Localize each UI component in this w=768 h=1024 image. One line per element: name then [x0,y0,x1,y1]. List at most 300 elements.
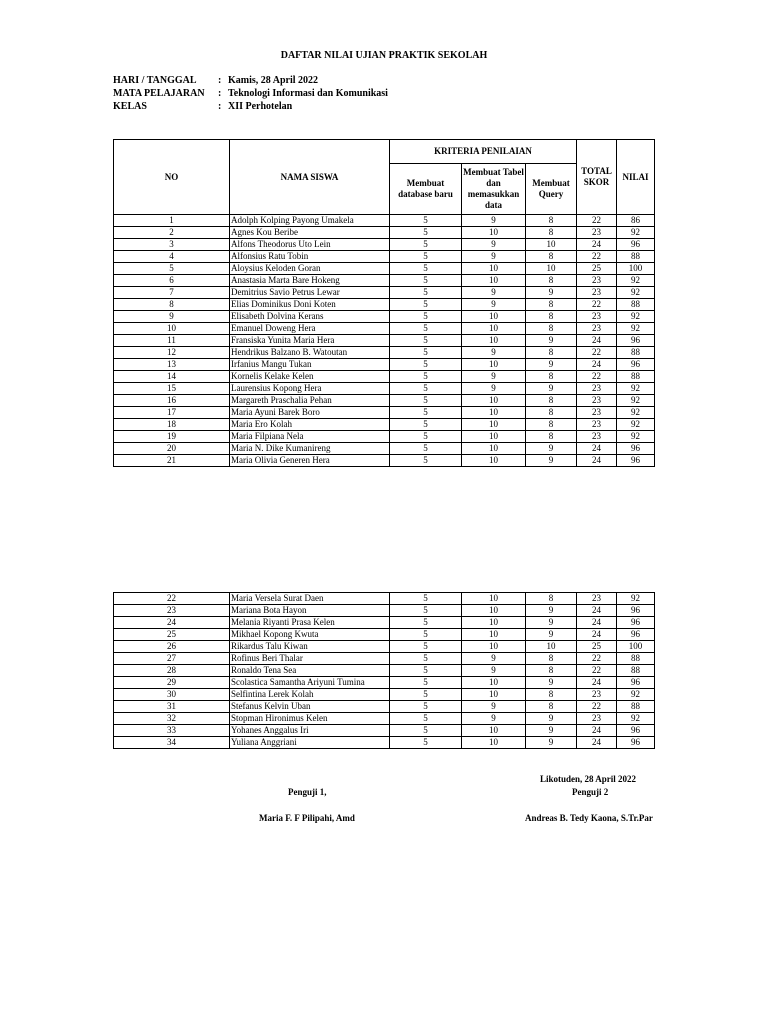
cell-k3: 8 [526,419,577,431]
table-row [114,287,655,299]
table-row [114,359,655,371]
cell-k1: 5 [390,251,462,263]
table-row [114,371,655,383]
table-row [114,725,655,737]
cell-k1: 5 [390,677,462,689]
cell-k1: 5 [390,311,462,323]
table-row [114,227,655,239]
place-date: Likotuden, 28 April 2022 [540,774,637,784]
cell-total: 24 [577,677,617,689]
cell-k2: 9 [462,371,526,383]
cell-k3: 8 [526,347,577,359]
cell-total: 24 [577,605,617,617]
cell-no: 17 [114,407,230,419]
cell-k2: 10 [462,629,526,641]
cell-total: 22 [577,653,617,665]
table-row [114,335,655,347]
cell-no: 31 [114,701,230,713]
cell-no: 28 [114,665,230,677]
cell-k3: 8 [526,653,577,665]
cell-total: 22 [577,371,617,383]
cell-k2: 9 [462,383,526,395]
grades-table-page1 [113,139,655,467]
cell-nilai: 100 [617,263,655,275]
cell-k3: 8 [526,227,577,239]
cell-name: Mariana Bota Hayon [230,605,390,617]
cell-no: 6 [114,275,230,287]
cell-no: 3 [114,239,230,251]
header-nilai: NILAI [617,140,655,215]
cell-k2: 10 [462,605,526,617]
cell-name: Rofinus Beri Thalar [230,653,390,665]
cell-k3: 8 [526,275,577,287]
cell-nilai: 92 [617,323,655,335]
cell-nilai: 92 [617,431,655,443]
cell-nilai: 92 [617,407,655,419]
cell-k2: 10 [462,263,526,275]
cell-nilai: 92 [617,311,655,323]
penguji2-label: Penguji 2 [572,787,609,797]
cell-total: 24 [577,737,617,749]
cell-k2: 9 [462,239,526,251]
cell-k3: 9 [526,713,577,725]
cell-name: Maria N. Dike Kumanireng [230,443,390,455]
header-nama: NAMA SISWA [230,140,390,215]
cell-no: 23 [114,605,230,617]
cell-no: 12 [114,347,230,359]
cell-total: 22 [577,347,617,359]
cell-k3: 8 [526,407,577,419]
cell-k3: 9 [526,617,577,629]
cell-k2: 9 [462,665,526,677]
cell-name: Ronaldo Tena Sea [230,665,390,677]
cell-k2: 10 [462,395,526,407]
cell-name: Laurensius Kopong Hera [230,383,390,395]
table-row [114,665,655,677]
cell-no: 30 [114,689,230,701]
cell-k3: 9 [526,677,577,689]
cell-total: 23 [577,287,617,299]
table-row [114,443,655,455]
cell-k3: 8 [526,299,577,311]
cell-k1: 5 [390,275,462,287]
meta-label: MATA PELAJARAN [113,88,205,99]
cell-no: 22 [114,593,230,605]
cell-name: Demitrius Savio Petrus Lewar [230,287,390,299]
cell-total: 23 [577,689,617,701]
cell-k2: 10 [462,725,526,737]
cell-k2: 9 [462,347,526,359]
cell-name: Yohanes Anggalus Iri [230,725,390,737]
cell-name: Elisabeth Dolvina Kerans [230,311,390,323]
meta-sep: : [218,101,222,112]
cell-k2: 9 [462,299,526,311]
table-row [114,617,655,629]
cell-name: Maria Olivia Generen Hera [230,455,390,467]
meta-value: Kamis, 28 April 2022 [228,75,319,86]
cell-k2: 10 [462,455,526,467]
cell-k3: 8 [526,251,577,263]
cell-no: 14 [114,371,230,383]
cell-total: 24 [577,725,617,737]
cell-k3: 8 [526,665,577,677]
cell-nilai: 88 [617,665,655,677]
cell-name: Rikardus Talu Kiwan [230,641,390,653]
cell-name: Yuliana Anggriani [230,737,390,749]
cell-no: 25 [114,629,230,641]
cell-k3: 8 [526,371,577,383]
cell-k1: 5 [390,227,462,239]
table-row [114,593,655,605]
cell-no: 26 [114,641,230,653]
cell-no: 11 [114,335,230,347]
cell-name: Kornelis Kelake Kelen [230,371,390,383]
cell-name: Anastasia Marta Bare Hokeng [230,275,390,287]
table-row [114,431,655,443]
cell-k3: 9 [526,737,577,749]
cell-total: 23 [577,227,617,239]
cell-k1: 5 [390,737,462,749]
cell-name: Alfonsius Ratu Tobin [230,251,390,263]
cell-name: Maria Versela Surat Daen [230,593,390,605]
cell-no: 5 [114,263,230,275]
cell-nilai: 96 [617,617,655,629]
cell-k3: 8 [526,311,577,323]
header-total: TOTAL SKOR [577,140,617,215]
table-row [114,689,655,701]
cell-no: 4 [114,251,230,263]
cell-no: 9 [114,311,230,323]
cell-no: 24 [114,617,230,629]
cell-k1: 5 [390,713,462,725]
cell-k3: 8 [526,593,577,605]
table-row [114,215,655,227]
cell-k3: 10 [526,263,577,275]
cell-k3: 8 [526,215,577,227]
cell-k2: 10 [462,359,526,371]
meta-value: XII Perhotelan [228,101,293,112]
cell-name: Stopman Hironimus Kelen [230,713,390,725]
cell-no: 7 [114,287,230,299]
cell-total: 22 [577,665,617,677]
cell-name: Mikhael Kopong Kwuta [230,629,390,641]
penguji1-label: Penguji 1, [288,787,327,797]
cell-k2: 10 [462,323,526,335]
cell-k2: 10 [462,689,526,701]
cell-nilai: 92 [617,419,655,431]
cell-k1: 5 [390,689,462,701]
cell-total: 22 [577,701,617,713]
cell-name: Selfintina Lerek Kolah [230,689,390,701]
cell-k1: 5 [390,725,462,737]
meta-class [113,101,292,112]
cell-nilai: 88 [617,347,655,359]
table-row [114,299,655,311]
cell-k1: 5 [390,287,462,299]
cell-name: Stefanus Kelvin Uban [230,701,390,713]
cell-total: 22 [577,215,617,227]
table-row [114,251,655,263]
cell-k3: 9 [526,605,577,617]
cell-no: 33 [114,725,230,737]
penguji1-name: Maria F. F Pilipahi, Amd [259,813,355,823]
cell-k2: 10 [462,335,526,347]
cell-k2: 9 [462,701,526,713]
cell-name: Alfons Theodorus Uto Lein [230,239,390,251]
header-k3: Membuat Query [526,164,577,215]
cell-k3: 9 [526,629,577,641]
cell-total: 24 [577,617,617,629]
cell-k2: 10 [462,677,526,689]
cell-nilai: 96 [617,443,655,455]
header-no: NO [114,140,230,215]
cell-name: Hendrikus Balzano B. Watoutan [230,347,390,359]
cell-total: 24 [577,629,617,641]
cell-nilai: 88 [617,371,655,383]
cell-k3: 9 [526,383,577,395]
cell-no: 15 [114,383,230,395]
cell-name: Maria Filpiana Nela [230,431,390,443]
cell-name: Aloysius Keloden Goran [230,263,390,275]
cell-k2: 10 [462,227,526,239]
table-row [114,347,655,359]
cell-name: Melania Riyanti Prasa Kelen [230,617,390,629]
document-title: DAFTAR NILAI UJIAN PRAKTIK SEKOLAH [280,50,488,61]
cell-name: Margareth Praschalia Pehan [230,395,390,407]
header-kriteria: KRITERIA PENILAIAN [390,140,577,164]
cell-total: 25 [577,263,617,275]
cell-total: 23 [577,713,617,725]
cell-k2: 10 [462,443,526,455]
table-row [114,713,655,725]
cell-total: 24 [577,359,617,371]
cell-nilai: 96 [617,359,655,371]
cell-total: 24 [577,455,617,467]
table-row [114,629,655,641]
cell-no: 1 [114,215,230,227]
table-row [114,275,655,287]
cell-k2: 10 [462,311,526,323]
cell-k1: 5 [390,263,462,275]
table-body [114,215,655,467]
table-row [114,383,655,395]
grades-table-page2 [113,592,655,749]
table-row [114,239,655,251]
table-row [114,323,655,335]
cell-k1: 5 [390,215,462,227]
cell-k1: 5 [390,701,462,713]
cell-k1: 5 [390,347,462,359]
cell-no: 21 [114,455,230,467]
cell-nilai: 96 [617,737,655,749]
cell-total: 25 [577,641,617,653]
cell-nilai: 92 [617,593,655,605]
cell-total: 23 [577,419,617,431]
cell-name: Fransiska Yunita Maria Hera [230,335,390,347]
cell-nilai: 100 [617,641,655,653]
cell-k2: 9 [462,287,526,299]
cell-name: Agnes Kou Beribe [230,227,390,239]
table-row [114,737,655,749]
cell-k2: 9 [462,713,526,725]
cell-k3: 8 [526,431,577,443]
cell-name: Adolph Kolping Payong Umakela [230,215,390,227]
cell-no: 10 [114,323,230,335]
cell-k2: 10 [462,593,526,605]
table-row [114,653,655,665]
meta-label: KELAS [113,101,147,112]
cell-total: 24 [577,239,617,251]
cell-k3: 8 [526,689,577,701]
cell-k1: 5 [390,335,462,347]
cell-k3: 9 [526,725,577,737]
cell-name: Maria Ero Kolah [230,419,390,431]
cell-no: 34 [114,737,230,749]
table-row [114,701,655,713]
header-k2: Membuat Tabel dan memasukkan data [462,164,526,215]
cell-total: 23 [577,311,617,323]
cell-k3: 9 [526,287,577,299]
cell-k1: 5 [390,455,462,467]
cell-k1: 5 [390,239,462,251]
cell-nilai: 96 [617,239,655,251]
cell-k2: 10 [462,617,526,629]
cell-k1: 5 [390,605,462,617]
cell-total: 23 [577,395,617,407]
cell-nilai: 86 [617,215,655,227]
cell-nilai: 92 [617,395,655,407]
cell-k3: 8 [526,395,577,407]
table-row [114,419,655,431]
cell-nilai: 88 [617,653,655,665]
cell-total: 22 [577,299,617,311]
table-row [114,605,655,617]
cell-total: 22 [577,251,617,263]
penguji2-name: Andreas B. Tedy Kaona, S.Tr.Par [525,813,653,823]
cell-k2: 10 [462,431,526,443]
cell-k3: 9 [526,359,577,371]
cell-k3: 8 [526,701,577,713]
cell-k2: 10 [462,407,526,419]
cell-total: 23 [577,275,617,287]
header-k1: Membuat database baru [390,164,462,215]
meta-subject [113,88,388,99]
meta-value: Teknologi Informasi dan Komunikasi [228,88,388,99]
cell-no: 8 [114,299,230,311]
cell-k1: 5 [390,653,462,665]
cell-no: 20 [114,443,230,455]
cell-k1: 5 [390,419,462,431]
cell-name: Scolastica Samantha Ariyuni Tumina [230,677,390,689]
cell-total: 23 [577,431,617,443]
cell-k1: 5 [390,395,462,407]
cell-total: 24 [577,335,617,347]
cell-k3: 10 [526,641,577,653]
cell-k2: 10 [462,641,526,653]
cell-no: 27 [114,653,230,665]
cell-k2: 9 [462,215,526,227]
cell-k1: 5 [390,629,462,641]
table-row [114,263,655,275]
meta-sep: : [218,75,222,86]
cell-nilai: 96 [617,605,655,617]
cell-k3: 9 [526,443,577,455]
cell-nilai: 92 [617,227,655,239]
cell-k1: 5 [390,431,462,443]
cell-name: Emanuel Doweng Hera [230,323,390,335]
cell-k2: 9 [462,653,526,665]
cell-nilai: 96 [617,335,655,347]
cell-k2: 9 [462,251,526,263]
cell-k1: 5 [390,323,462,335]
cell-k3: 9 [526,455,577,467]
cell-nilai: 92 [617,689,655,701]
cell-k1: 5 [390,593,462,605]
cell-name: Irfanius Mangu Tukan [230,359,390,371]
cell-k2: 10 [462,419,526,431]
cell-nilai: 92 [617,383,655,395]
cell-no: 32 [114,713,230,725]
cell-total: 23 [577,383,617,395]
cell-k3: 8 [526,323,577,335]
table-row [114,395,655,407]
cell-total: 23 [577,323,617,335]
cell-no: 29 [114,677,230,689]
cell-nilai: 88 [617,299,655,311]
cell-k2: 10 [462,275,526,287]
cell-name: Elias Dominikus Doni Koten [230,299,390,311]
cell-k1: 5 [390,359,462,371]
table-row [114,407,655,419]
cell-nilai: 96 [617,455,655,467]
cell-k1: 5 [390,383,462,395]
meta-label: HARI / TANGGAL [113,75,197,86]
cell-nilai: 88 [617,251,655,263]
cell-k1: 5 [390,617,462,629]
cell-no: 13 [114,359,230,371]
cell-k1: 5 [390,371,462,383]
cell-k3: 10 [526,239,577,251]
table-row [114,311,655,323]
cell-nilai: 96 [617,677,655,689]
table-row [114,677,655,689]
cell-total: 23 [577,593,617,605]
cell-k1: 5 [390,641,462,653]
cell-k2: 10 [462,737,526,749]
cell-total: 23 [577,407,617,419]
table-row [114,455,655,467]
cell-k3: 9 [526,335,577,347]
cell-nilai: 88 [617,701,655,713]
cell-k1: 5 [390,299,462,311]
cell-nilai: 92 [617,713,655,725]
cell-nilai: 96 [617,629,655,641]
cell-no: 18 [114,419,230,431]
cell-no: 2 [114,227,230,239]
table-body [114,593,655,749]
cell-name: Maria Ayuni Barek Boro [230,407,390,419]
cell-no: 19 [114,431,230,443]
cell-no: 16 [114,395,230,407]
cell-k1: 5 [390,443,462,455]
cell-k1: 5 [390,665,462,677]
meta-date [113,75,318,86]
cell-nilai: 96 [617,725,655,737]
cell-nilai: 92 [617,287,655,299]
meta-sep: : [218,88,222,99]
cell-k1: 5 [390,407,462,419]
table-row [114,641,655,653]
